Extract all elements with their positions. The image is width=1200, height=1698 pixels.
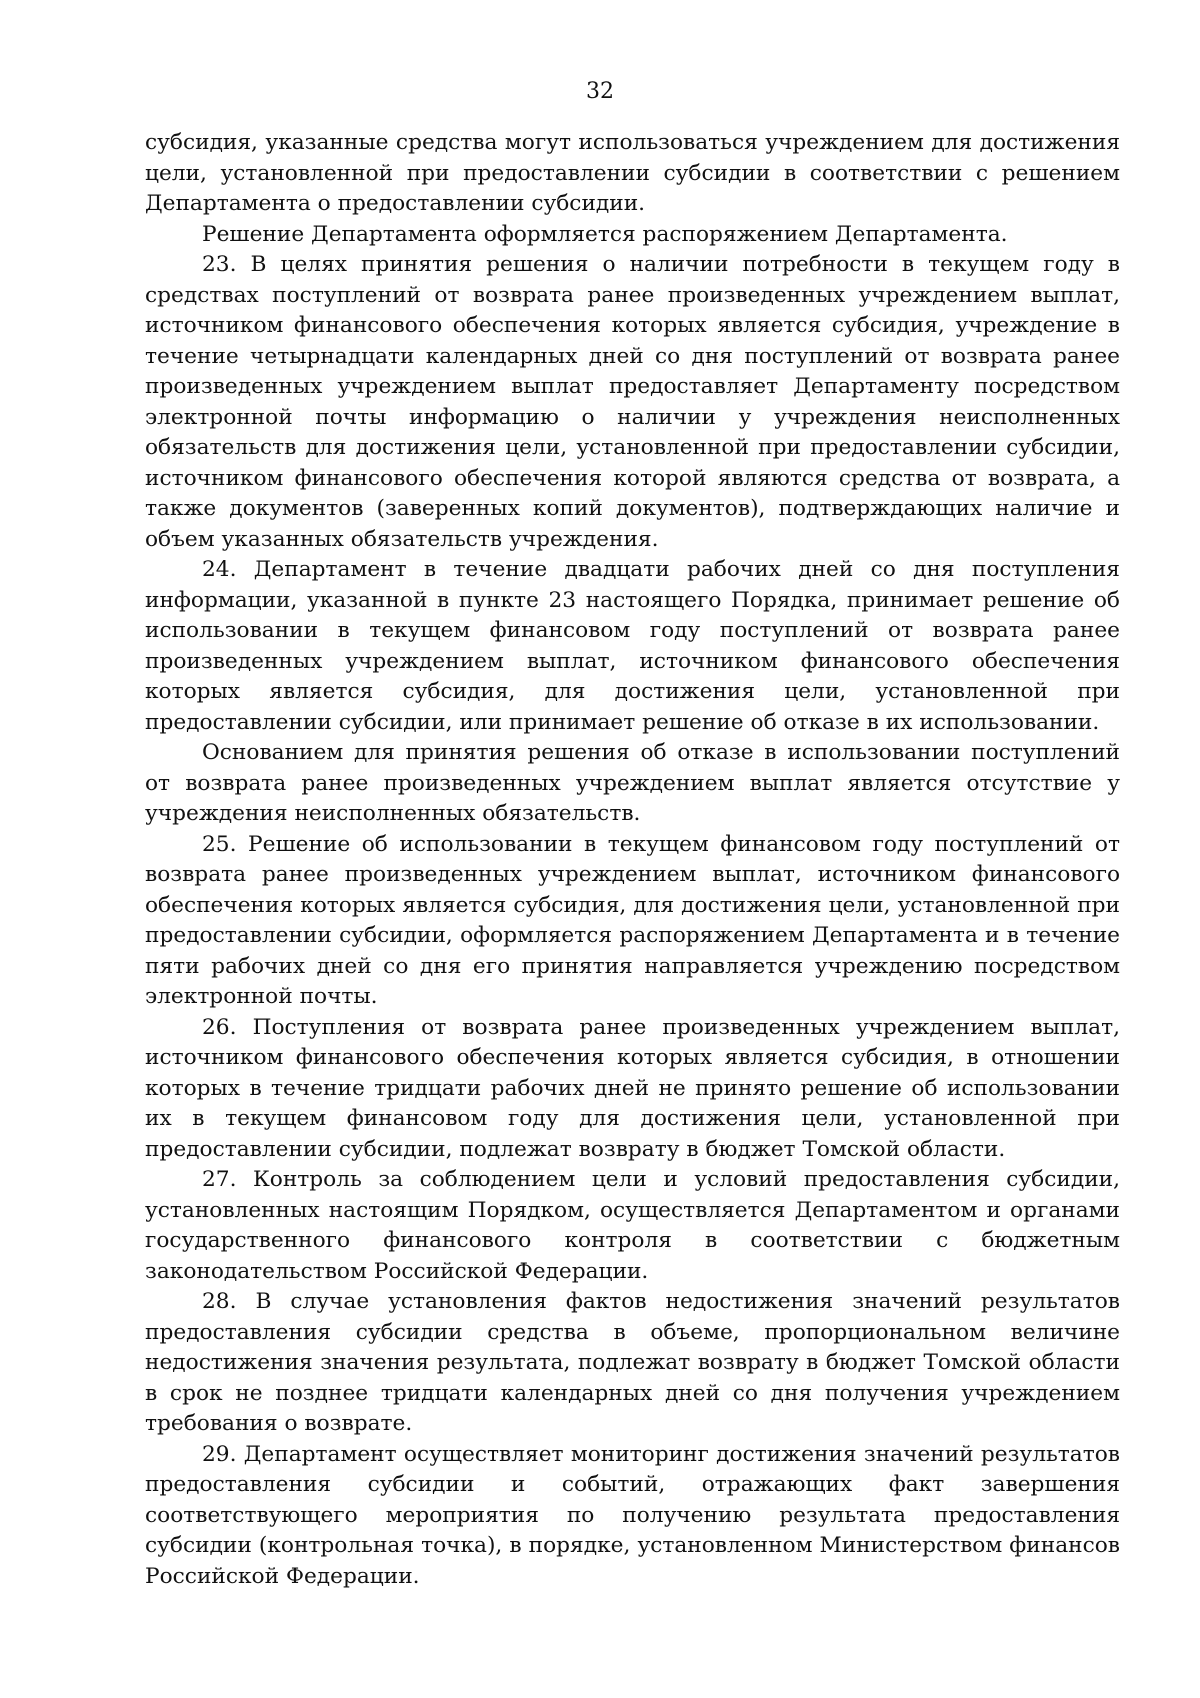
paragraph-continuation: субсидия, указанные средства могут использоваться учреждением для достижения цели, установленной при предоставлении субсидии в соответствии с решением Департамента о предоставлении субсидии. — [145, 130, 1120, 216]
paragraph-clause-23: 23. В целях принятия решения о наличии потребности в текущем году в средствах поступлений от возврата ранее произведенных учреждением выплат, источником финансового обеспечения которых является субсидия, учреждение в течение четырнадцати календарных дней со дня поступлений от возврата ранее произведенных учреждением выплат предоставляет Департаменту посредством электронной почты информацию о наличии у учреждения неисполненных обязательств для достижения цели, установленной при предоставлении субсидии, источником финансового обеспечения которой являются средства от возврата, а также документов (заверенных копий документов), подтверждающих наличие и объем указанных обязательств учреждения. — [145, 252, 1120, 552]
paragraph-decision-format: Решение Департамента оформляется распоряжением Департамента. — [202, 221, 1008, 247]
paragraph-clause-26: 26. Поступления от возврата ранее произведенных учреждением выплат, источником финансового обеспечения которых является субсидия, в отношении которых в течение тридцати рабочих дней не принято решение об использовании их в текущем финансовом году для достижения цели, установленной при предоставлении субсидии, подлежат возврату в бюджет Томской области. — [145, 1014, 1120, 1162]
paragraph-clause-29: 29. Департамент осуществляет мониторинг достижения значений результатов предоставления субсидии и событий, отражающих факт завершения соответствующего мероприятия по получению результата предоставления субсидии (контрольная точка), в порядке, установленном Министерством финансов Российской Федерации. — [145, 1441, 1120, 1589]
paragraph-clause-27: 27. Контроль за соблюдением цели и условий предоставления субсидии, установленных настоящим Порядком, осуществляется Департаментом и органами государственного финансового контроля в соответствии с бюджетным законодательством Российской Федерации. — [145, 1167, 1120, 1284]
paragraph-clause-24: 24. Департамент в течение двадцати рабочих дней со дня поступления информации, указанной в пункте 23 настоящего Порядка, принимает решение об использовании в текущем финансовом году поступлений от возврата ранее произведенных учреждением выплат, источником финансового обеспечения которых является субсидия, для достижения цели, установленной при предоставлении субсидии, или принимает решение об отказе в их использовании. — [145, 557, 1120, 735]
paragraph-refusal-grounds: Основанием для принятия решения об отказе в использовании поступлений от возврата ранее произведенных учреждением выплат является отсутствие у учреждения неисполненных обязательств. — [145, 740, 1120, 826]
document-body — [145, 128, 1120, 1592]
paragraph-clause-25: 25. Решение об использовании в текущем финансовом году поступлений от возврата ранее произведенных учреждением выплат, источником финансового обеспечения которых является субсидия, для достижения цели, установленной при предоставлении субсидии, оформляется распоряжением Департамента и в течение пяти рабочих дней со дня его принятия направляется учреждению посредством электронной почты. — [145, 831, 1120, 1009]
page-number: 32 — [586, 79, 614, 104]
paragraph-clause-28: 28. В случае установления фактов недостижения значений результатов предоставления субсидии средства в объеме, пропорциональном величине недостижения значения результата, подлежат возврату в бюджет Томской области в срок не позднее тридцати календарных дней со дня получения учреждением требования о возврате. — [145, 1289, 1120, 1436]
